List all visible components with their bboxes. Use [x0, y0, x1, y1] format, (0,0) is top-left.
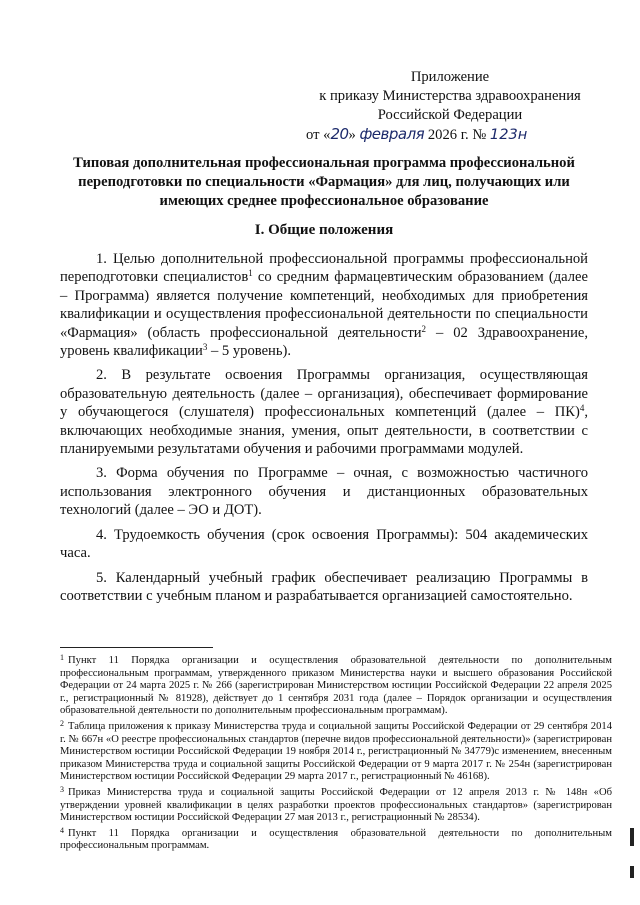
handwritten-order-number: 123н — [489, 126, 528, 143]
paragraph-5: 5. Календарный учебный график обеспечивает реализацию Программы в соответствии с учебным планом и разрабатывается организацией самостоятельно. — [60, 569, 588, 604]
body-text — [60, 250, 588, 605]
footnote-4: $^4$ Пункт 11 Порядка организации и осуществления образовательной деятельности по дополнительным профессиональным программам. — [60, 825, 612, 852]
footnote-3: $^3$ Приказ Министерства труда и социальной защиты Российской Федерации от 12 апреля 2013 г. № 148н «Об утверждении уровней квалификации в целях разработки проектов профессиональных стандартов» (зарегистрирован Министерством юстиции Российской Федерации 27 мая 2013 г., регистрационный № 28534). — [60, 784, 612, 824]
footnote-ref-3: 3 — [202, 342, 208, 353]
order-date-line: от «20» февраля 2026 г. № 123н — [306, 125, 528, 143]
order-reference: к приказу Министерства здравоохранения — [319, 88, 581, 104]
paragraph-4: 4. Трудоемкость обучения (срок освоения Программы): 504 академических часа. — [60, 526, 588, 562]
appendix-header — [300, 68, 600, 145]
scan-edge-mark — [630, 866, 634, 878]
paragraph-3: 3. Форма обучения по Программе – очная, с возможностью частичного использования электронного обучения и дистанционных образовательных технологий (далее – ЭО и ДОТ). — [60, 465, 588, 519]
scan-edge-mark — [630, 828, 634, 846]
footnote-1: $^1$ Пункт 11 Порядка организации и осуществления образовательной деятельности по дополнительным профессиональным программам, утвержденного приказом Министерства науки и высшего образования Российской Федерации от 24 марта 2025 г. № 266 (зарегистрирован Министерством юстиции Российской Федерации 22 апреля 2025 г., регистрационный № 81928), действует до 1 сентября 2031 года (далее – Порядок организации и осуществления образовательной деятельности по дополнительным профессиональным программам). — [60, 653, 612, 717]
handwritten-month: февраля — [359, 125, 425, 143]
paragraph-2: 2. В результате освоения Программы организация, осуществляющая образовательную деятельность (далее – организация), обеспечивает формирование у обучающегося (слушателя) профессиональных компетенций (далее – ПК)$^4$, включающих необходимые знания, умения, опыт деятельности, в соответствии с планируемыми результатами обучения и рабочими программами модулей. — [60, 367, 588, 458]
footnote-ref-1: 1 — [248, 268, 253, 279]
handwritten-day: 20 — [330, 125, 349, 143]
footnote-separator — [60, 647, 213, 648]
appendix-label: Приложение — [410, 69, 490, 85]
footnote-ref-4: 4 — [579, 403, 585, 414]
footnotes — [60, 652, 612, 853]
footnote-ref-2: 2 — [421, 323, 427, 334]
paragraph-1: 1. Целью дополнительной профессиональной программы профессиональной переподготовки специалистов$^1$ со средним фармацевтическим образованием (далее – Программа) является получение компетенций, необходимых для приобретения квалификации и осуществления профессиональной деятельности по специальности «Фармация» (область профессиональной деятельности$^2$ – 02 Здравоохранение, уровень квалификации$^3$ – 5 уровень). — [60, 251, 588, 360]
section-heading: I. Общие положения — [254, 222, 394, 238]
footnote-2: $^2$ Таблица приложения к приказу Министерства труда и социальной защиты Российской Федерации от 29 сентября 2014 г. № 667н «О реестре профессиональных стандартов (перечне видов профессиональной деятельности)» (зарегистрирован Министерством юстиции Российской Федерации 19 ноября 2014 г., регистрационный № 34779)с изменением, внесенным приказом Министерства труда и социальной защиты Российской Федерации от 9 марта 2017 г. № 254н (зарегистрирован Министерством юстиции Российской Федерации 29 марта 2017 г., регистрационный № 46168). — [60, 718, 612, 783]
federation-name: Российской Федерации — [377, 107, 523, 123]
program-title: Типовая дополнительная профессиональная программа профессиональной переподготовки по специальности «Фармация» для лиц, получающих или имеющих среднее профессиональное образование — [73, 155, 575, 209]
